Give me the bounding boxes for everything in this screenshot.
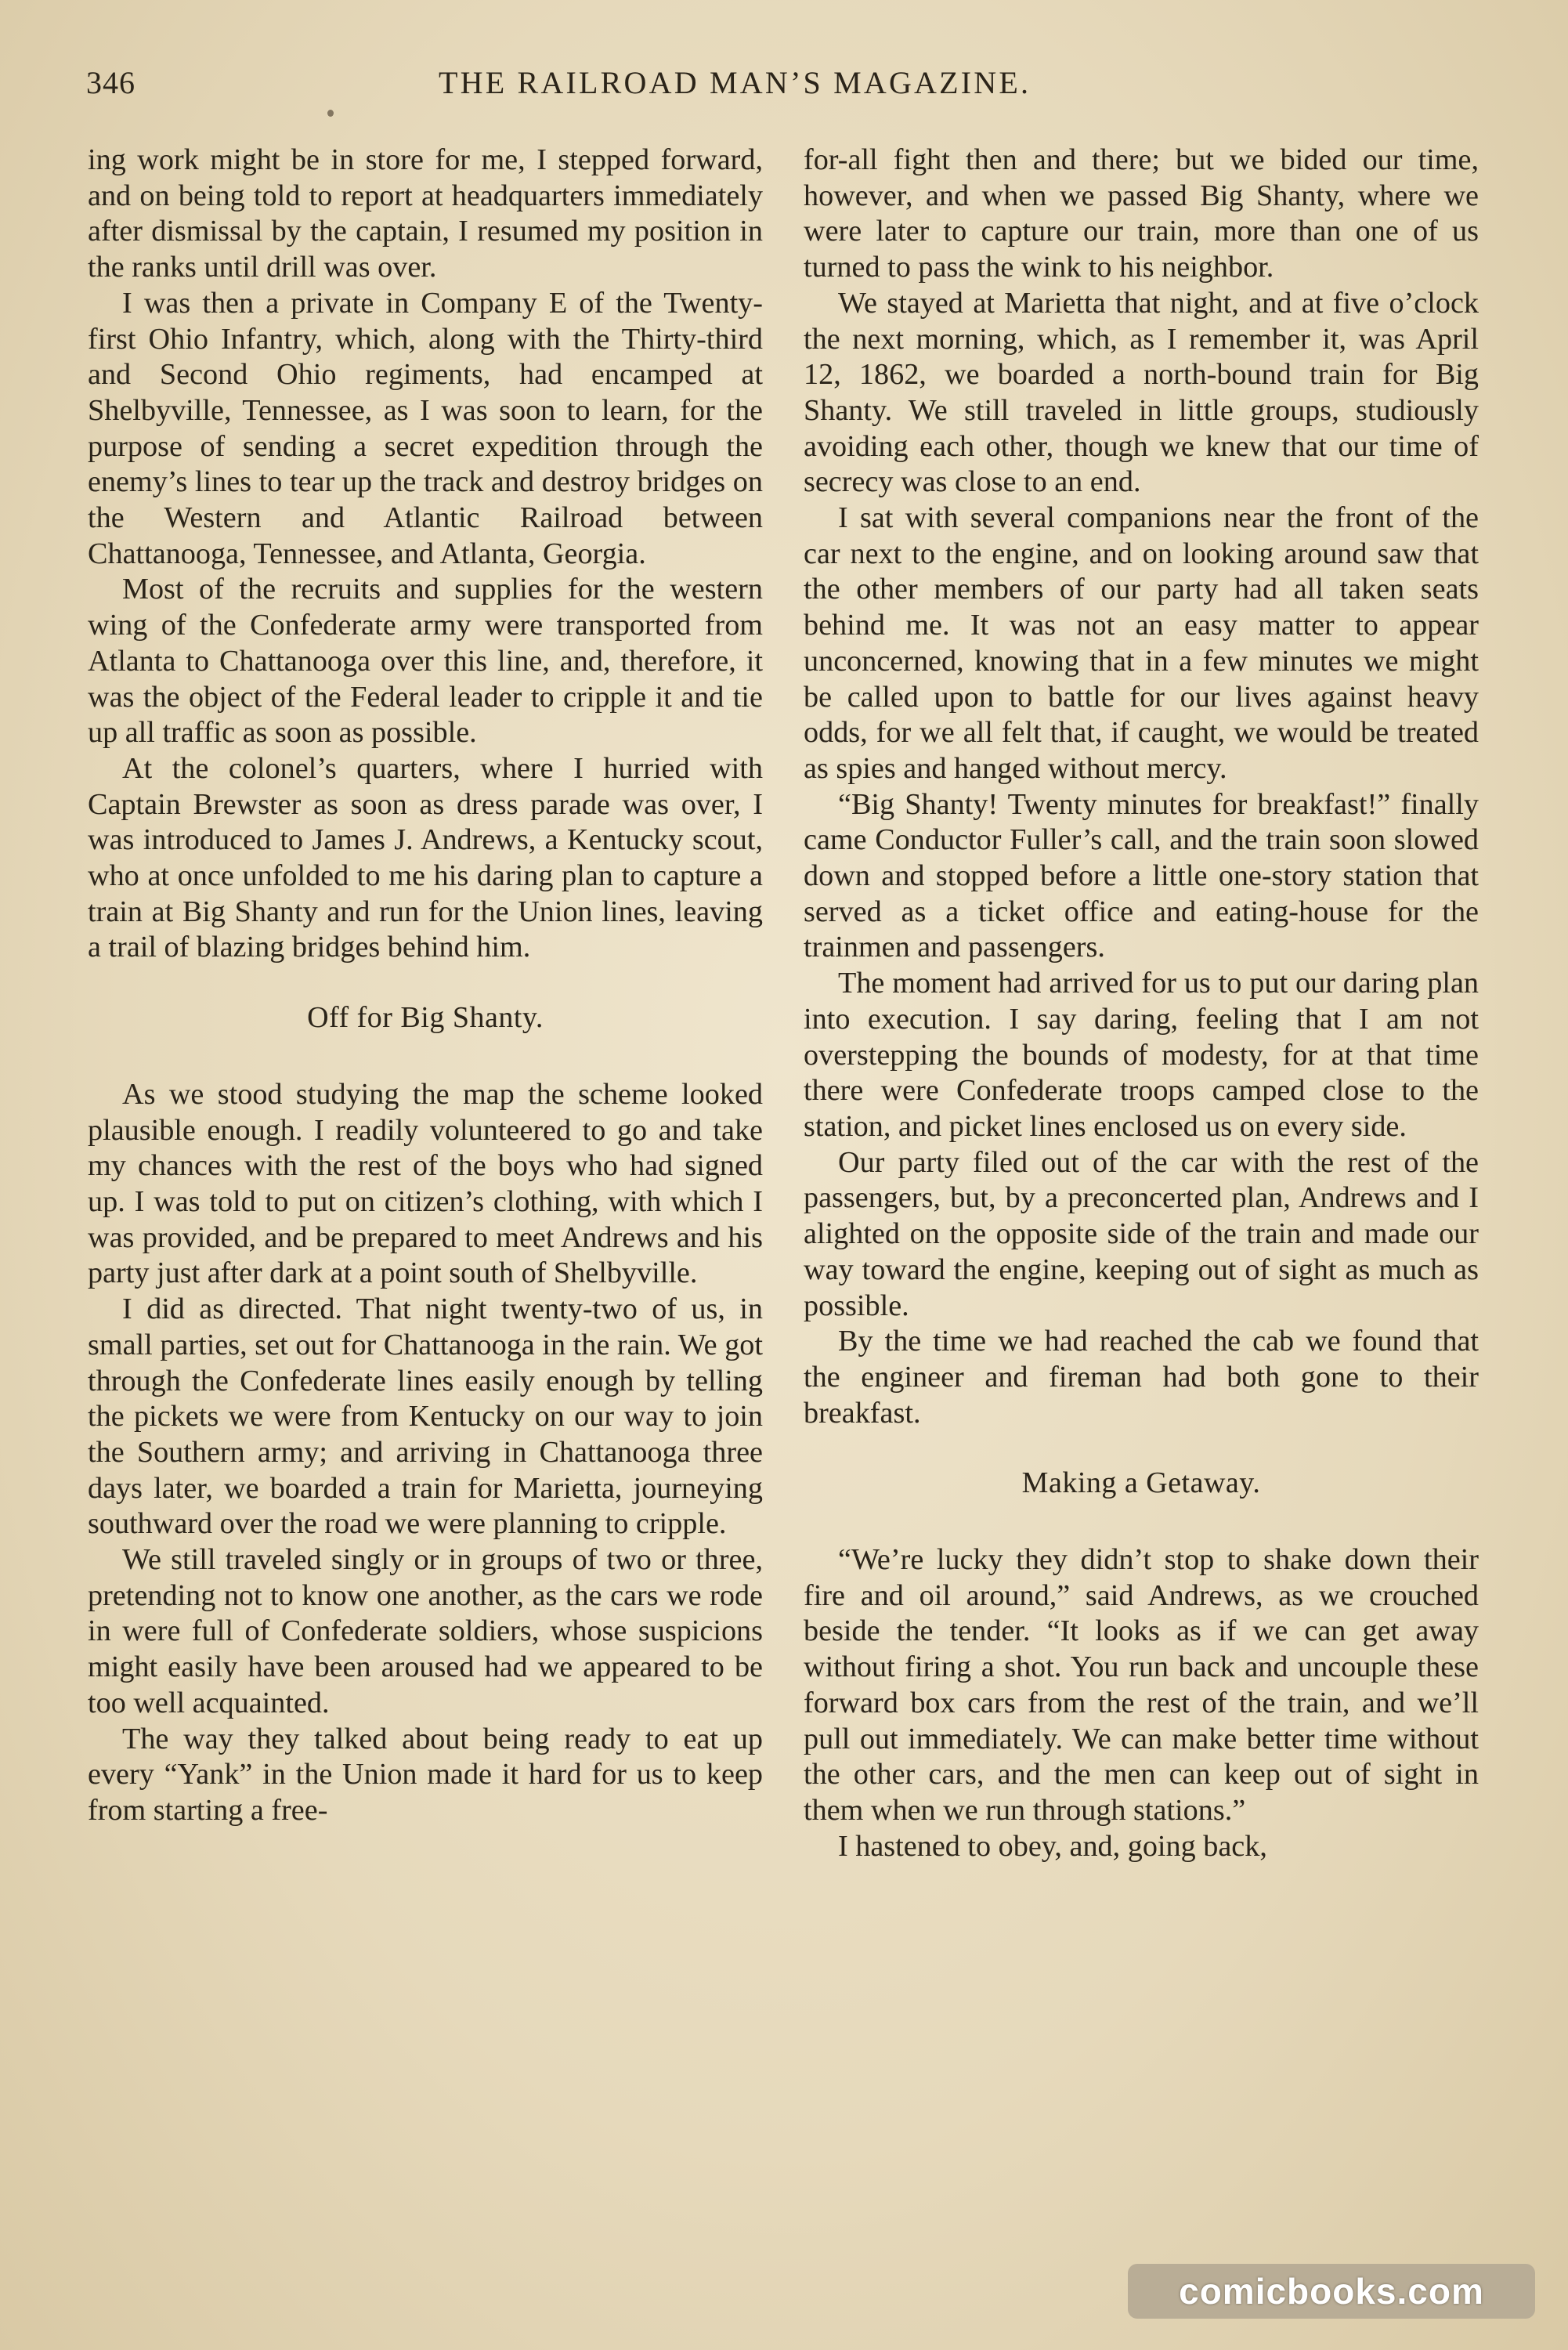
- magazine-title: THE RAILROAD MAN’S MAGAZINE.: [439, 65, 1031, 100]
- right-column: [804, 143, 1479, 1864]
- running-head: [86, 64, 1480, 111]
- paragraph: I was then a private in Company E of the Twenty-first Ohio Infantry, which, along with the Thirty-third and Second Ohio regiments, had encamped at Shelbyville, Tennessee, as I was soon to learn, for the purpose of sending a secret expedition through the enemy’s lines to tear up the track and destroy bridges on the Western and Atlantic Railroad between Chattanooga, Tennessee, and Atlanta, Georgia.: [88, 286, 763, 570]
- section-heading: Off for Big Shanty.: [307, 1001, 544, 1035]
- paragraph: I did as directed. That night twenty-two of us, in small parties, set out for Chattanooga in the rain. We got through the Confederate lines easily enough by telling the pickets we were from Kentucky on our way to join the Southern army; and arriving in Chattanooga three days later, we boarded a train for Marietta, journeying southward over the road we were planning to cripple.: [88, 1292, 763, 1541]
- paragraph: We still traveled singly or in groups of two or three, pretending not to know one another, as the cars we rode in were full of Confederate soldiers, whose suspicions might easily have been aroused had we appeared to be too well acquainted.: [88, 1543, 763, 1719]
- paragraph: At the colonel’s quarters, where I hurried with Captain Brewster as soon as dress parade was over, I was introduced to James J. Andrews, a Kentucky scout, who at once unfolded to me his daring plan to capture a train at Big Shanty and run for the Union lines, leaving a trail of blazing bridges behind him.: [88, 751, 763, 964]
- paragraph: We stayed at Marietta that night, and at five o’clock the next morning, which, as I remember it, was April 12, 1862, we boarded a north-bound train for Big Shanty. We still traveled in little groups, studiously avoiding each other, though we knew that our time of secrecy was close to an end.: [804, 286, 1479, 499]
- paragraph: for-all fight then and there; but we bided our time, however, and when we passed Big Shanty, where we were later to capture our train, more than one of us turned to pass the wink to his neighbor.: [804, 143, 1479, 284]
- paragraph: “We’re lucky they didn’t stop to shake down their fire and oil around,” said Andrews, as we crouched beside the tender. “It looks as if we can get away without firing a shot. You run back and uncouple these forward box cars from the rest of the train, and we’ll pull out immediately. We can make better time without the other cars, and the men can keep out of sight in them when we run through stations.”: [804, 1543, 1479, 1827]
- paragraph: The way they talked about being ready to eat up every “Yank” in the Union made it hard for us to keep from starting a free-: [88, 1722, 763, 1827]
- paragraph: I hastened to obey, and, going back,: [838, 1829, 1267, 1863]
- paragraph: Most of the recruits and supplies for the western wing of the Confederate army were transported from Atlanta to Chattanooga over this line, and, therefore, it was the object of the Federal leader to cripple it and tie up all traffic as soon as possible.: [88, 573, 763, 750]
- paragraph: As we stood studying the map the scheme looked plausible enough. I readily volunteered to go and take my chances with the rest of the boys who had signed up. I was told to put on citizen’s clothing, with which I was provided, and be prepared to meet Andrews and his party just after dark at a point south of Shelbyville.: [88, 1077, 763, 1290]
- section-heading: Making a Getaway.: [1021, 1466, 1261, 1500]
- watermark-logo: comicbooks.com: [1128, 2264, 1535, 2319]
- paragraph: By the time we had reached the cab we found that the engineer and fireman had both gone to their breakfast.: [804, 1325, 1479, 1430]
- paragraph: I sat with several companions near the front of the car next to the engine, and on looking around saw that the other members of our party had all taken seats behind me. It was not an easy matter to appear unconcerned, knowing that in a few minutes we might be called upon to battle for our lives against heavy odds, for we all felt that, if caught, we would be treated as spies and hanged without mercy.: [804, 501, 1479, 785]
- page-number: 346: [86, 65, 135, 100]
- paragraph: The moment had arrived for us to put our daring plan into execution. I say daring, feeling that I am not overstepping the bounds of modesty, for at that time there were Confederate troops camped close to the station, and picket lines enclosed us on every side.: [804, 967, 1479, 1143]
- paragraph: “Big Shanty! Twenty minutes for breakfast!” finally came Conductor Fuller’s call, and the train soon slowed down and stopped before a little one-story station that served as a ticket office and eating-house for the trainmen and passengers.: [804, 787, 1479, 964]
- paragraph: Our party filed out of the car with the rest of the passengers, but, by a preconcerted plan, Andrews and I alighted on the opposite side of the train and made our way toward the engine, keeping out of sight as much as possible.: [804, 1145, 1479, 1322]
- paragraph: ing work might be in store for me, I stepped forward, and on being told to report at headquarters immediately after dismissal by the captain, I resumed my position in the ranks until drill was over.: [88, 143, 763, 284]
- left-column: [88, 143, 763, 1829]
- ink-speck: [327, 110, 334, 117]
